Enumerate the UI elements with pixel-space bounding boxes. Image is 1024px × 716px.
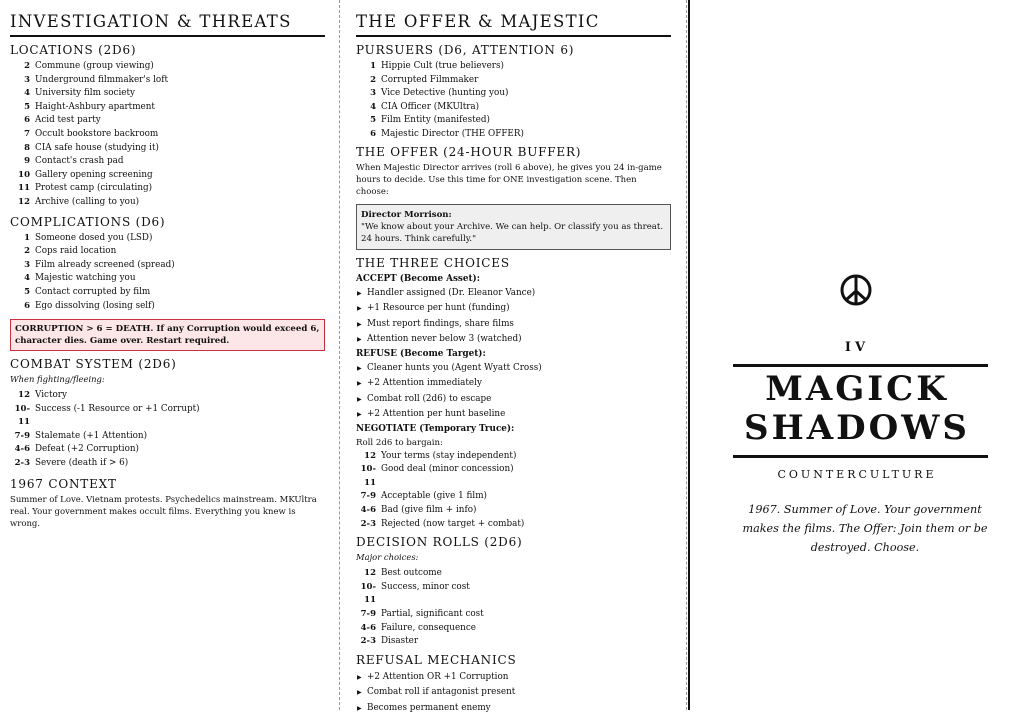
negotiate-lead: Roll 2d6 to bargain:: [356, 437, 443, 448]
bullet-arrow-icon: ▶: [357, 673, 362, 681]
roll-result-text: Failure, consequence: [381, 622, 476, 633]
list-item: [10, 169, 325, 183]
list-item: [10, 87, 325, 101]
roll-number: 7: [24, 128, 30, 139]
bullet-arrow-icon: ▶: [357, 411, 362, 419]
volume-number: IV: [844, 340, 870, 355]
roll-number: 10: [18, 169, 30, 180]
list-item: [10, 155, 325, 169]
bullet-text: Cleaner hunts you (Agent Wyatt Cross): [367, 362, 542, 373]
roll-result-text: Success, minor cost: [381, 581, 470, 592]
roll-number: 7-9: [360, 608, 376, 619]
locations-heading: LOCATIONS (2D6): [10, 43, 137, 57]
roll-result-text: Stalemate (+1 Attention): [35, 430, 148, 441]
roll-result-text: Victory: [35, 390, 67, 401]
roll-number: 4-6: [360, 504, 376, 515]
offer-text: When Majestic Director arrives (roll 6 above), he gives you 24 in-game hours to decide. Use this time for ONE investigation scene. Then choose:: [356, 162, 662, 197]
refuse-label: REFUSE (Become Target):: [356, 348, 486, 359]
bullet-arrow-icon: ▶: [357, 305, 362, 313]
roll-result-text: Occult bookstore backroom: [35, 128, 159, 139]
offer-heading: THE OFFER (24-HOUR BUFFER): [356, 144, 582, 159]
combat-heading: COMBAT SYSTEM (2D6): [10, 357, 177, 372]
roll-result-text: Success (-1 Resource or +1 Corrupt): [35, 403, 200, 414]
bullet-text: Must report findings, share films: [367, 318, 514, 329]
bullet-item: [356, 407, 671, 423]
roll-number: 1: [24, 232, 30, 243]
roll-result-text: Defeat (+2 Corruption): [35, 444, 139, 455]
bullet-text: +2 Attention OR +1 Corruption: [367, 671, 509, 682]
roll-result-text: Gallery opening screening: [35, 169, 153, 180]
roll-number: 2: [24, 61, 30, 71]
list-item: [356, 450, 671, 464]
combat-results-list: [10, 389, 325, 471]
offer-column: [341, 0, 687, 713]
roll-result-text: Hippie Cult (true believers): [381, 61, 504, 71]
bullet-arrow-icon: ▶: [357, 689, 362, 697]
roll-number: 10-: [360, 464, 376, 475]
bullet-text: Becomes permanent enemy: [367, 702, 491, 713]
roll-number: 5: [24, 286, 30, 297]
roll-number: 5: [24, 101, 30, 112]
roll-number: 9: [24, 156, 30, 167]
roll-number: 3: [24, 74, 30, 85]
list-item: [10, 60, 325, 74]
roll-result-text: Bad (give film + info): [381, 504, 477, 515]
bullet-arrow-icon: ▶: [357, 380, 362, 388]
list-item: [356, 594, 671, 608]
list-item: [356, 114, 671, 128]
cover-tagline: 1967. Summer of Love. Your government makes the films. The Offer: Join them or be destroyed. Choose.: [742, 503, 988, 554]
roll-number: 2-3: [14, 458, 30, 469]
refusal-heading: REFUSAL MECHANICS: [356, 652, 517, 667]
panel-title-offer: THE OFFER & MAJESTIC: [356, 12, 671, 37]
bullet-item: [356, 361, 671, 377]
title-rule-bottom: [733, 455, 988, 458]
list-item: [10, 272, 325, 286]
cover-title-line2: SHADOWS: [744, 408, 970, 448]
list-item: [10, 443, 325, 457]
list-item: [10, 196, 325, 210]
roll-result-text: Archive (calling to you): [35, 196, 140, 207]
roll-result-text: Film already screened (spread): [35, 259, 175, 270]
list-item: [356, 60, 671, 74]
list-item: [10, 286, 325, 300]
list-item: [10, 300, 325, 314]
roll-result-text: Protest camp (circulating): [35, 183, 153, 194]
cover-content: [690, 0, 1024, 710]
list-item: [10, 128, 325, 142]
list-item: [10, 430, 325, 444]
bullet-text: +2 Attention per hunt baseline: [367, 409, 506, 420]
roll-number: 11: [364, 595, 376, 606]
list-item: [10, 403, 325, 417]
roll-number: 12: [364, 568, 376, 579]
roll-number: 2-3: [360, 636, 376, 647]
list-item: [356, 608, 671, 622]
roll-number: 3: [370, 88, 376, 99]
context-heading: 1967 CONTEXT: [10, 476, 117, 491]
list-item: [356, 490, 671, 504]
roll-number: 6: [370, 128, 376, 139]
list-item: [10, 142, 325, 156]
list-item: [356, 567, 671, 581]
list-item: [10, 74, 325, 88]
investigation-column: [0, 0, 339, 710]
roll-result-text: Contact corrupted by film: [35, 286, 151, 297]
list-item: [356, 463, 671, 477]
list-item: [10, 259, 325, 273]
roll-result-text: Cops raid location: [35, 246, 117, 257]
list-item: [356, 581, 671, 595]
cover-subtitle: COUNTERCULTURE: [777, 468, 937, 481]
roll-number: 12: [364, 450, 376, 461]
list-item: [10, 389, 325, 403]
roll-result-text: Acceptable (give 1 film): [381, 491, 487, 502]
bullet-arrow-icon: ▶: [357, 289, 362, 297]
cover-title-line1: MAGICK: [765, 369, 949, 409]
bullet-arrow-icon: ▶: [357, 364, 362, 372]
roll-result-text: Vice Detective (hunting you): [381, 88, 509, 99]
roll-number: 12: [18, 196, 30, 207]
list-item: [356, 518, 671, 532]
roll-result-text: Good deal (minor concession): [381, 464, 514, 475]
list-item: [356, 504, 671, 518]
roll-number: 1: [370, 61, 376, 71]
roll-result-text: Your terms (stay independent): [381, 450, 517, 461]
quote-text: "We know about your Archive. We can help. Or classify you as threat. 24 hours. Think carefully.": [361, 221, 664, 244]
decision-results-list: [356, 567, 671, 649]
list-item: [10, 416, 325, 430]
roll-result-text: Best outcome: [381, 568, 442, 579]
bullet-arrow-icon: ▶: [357, 320, 362, 328]
quote-speaker: Director Morrison:: [361, 209, 452, 220]
roll-result-text: Ego dissolving (losing self): [35, 300, 155, 311]
roll-number: 11: [18, 417, 30, 428]
roll-result-text: Majestic watching you: [35, 273, 136, 284]
negotiate-label: NEGOTIATE (Temporary Truce):: [356, 423, 515, 434]
complications-heading: COMPLICATIONS (D6): [10, 214, 166, 229]
list-item: [10, 232, 325, 246]
corruption-warning-box: CORRUPTION > 6 = DEATH. If any Corruption would exceed 6, character dies. Game over. Restart required.: [10, 319, 325, 351]
roll-number: 2-3: [360, 518, 376, 529]
roll-result-text: CIA safe house (studying it): [35, 142, 159, 153]
director-quote-box: [356, 204, 671, 250]
complications-list: [10, 232, 325, 314]
bullet-item: [356, 670, 671, 686]
list-item: [10, 245, 325, 259]
bullet-item: [356, 286, 671, 302]
roll-number: 3: [24, 259, 30, 270]
list-item: [356, 128, 671, 142]
roll-number: 11: [18, 183, 30, 194]
bullet-text: Combat roll if antagonist present: [367, 687, 516, 698]
choices-heading: THE THREE CHOICES: [356, 255, 510, 270]
title-rule-top: [733, 364, 988, 367]
pursuers-heading: PURSUERS (D6, ATTENTION 6): [356, 43, 575, 57]
roll-number: 11: [364, 477, 376, 488]
bullet-item: [356, 317, 671, 333]
roll-number: 4-6: [14, 444, 30, 455]
roll-number: 4: [370, 101, 376, 112]
fold-line-left: [339, 0, 340, 710]
cover-title: [690, 370, 1024, 448]
panel-title-investigation: INVESTIGATION & THREATS: [10, 12, 325, 37]
bullet-arrow-icon: ▶: [357, 704, 362, 712]
roll-result-text: Haight-Ashbury apartment: [35, 101, 155, 112]
bullet-item: [356, 392, 671, 408]
roll-number: 10-: [14, 403, 30, 414]
accept-label: ACCEPT (Become Asset):: [356, 273, 480, 284]
roll-result-text: Severe (death if > 6): [35, 458, 129, 469]
roll-number: 4-6: [360, 622, 376, 633]
roll-number: 6: [24, 300, 30, 311]
list-item: [10, 114, 325, 128]
roll-number: 5: [370, 115, 376, 126]
list-item: [356, 622, 671, 636]
refuse-bullets: [356, 361, 671, 423]
roll-result-text: Acid test party: [35, 115, 101, 126]
roll-number: 7-9: [360, 491, 376, 502]
list-item: [356, 635, 671, 649]
bullet-arrow-icon: ▶: [357, 395, 362, 403]
roll-number: 7-9: [14, 430, 30, 441]
roll-result-text: Commune (group viewing): [35, 61, 154, 71]
bullet-text: +2 Attention immediately: [367, 378, 482, 389]
list-item: [356, 101, 671, 115]
context-text: Summer of Love. Vietnam protests. Psychedelics mainstream. MKUltra real. Your government makes occult films. Everything you knew is wrong.: [10, 494, 317, 529]
bullet-item: [356, 332, 671, 348]
decision-heading: DECISION ROLLS (2D6): [356, 535, 523, 550]
roll-number: 2: [370, 74, 376, 85]
bullet-item: [356, 685, 671, 701]
bullet-arrow-icon: ▶: [357, 336, 362, 344]
roll-result-text: Underground filmmaker's loft: [35, 74, 168, 85]
list-item: [10, 457, 325, 471]
decision-note: Major choices:: [356, 552, 419, 563]
list-item: [356, 477, 671, 491]
refusal-bullets: [356, 670, 671, 716]
pursuers-list: [356, 60, 671, 142]
list-item: [10, 182, 325, 196]
roll-result-text: Partial, significant cost: [381, 608, 484, 619]
roll-result-text: Corrupted Filmmaker: [381, 74, 479, 85]
roll-result-text: CIA Officer (MKUltra): [381, 101, 480, 112]
roll-number: 10-: [360, 581, 376, 592]
roll-number: 4: [24, 273, 30, 284]
peace-sign-icon: [840, 274, 872, 306]
roll-result-text: Majestic Director (THE OFFER): [381, 128, 524, 139]
accept-bullets: [356, 286, 671, 348]
bullet-text: Handler assigned (Dr. Eleanor Vance): [367, 287, 536, 298]
roll-result-text: Film Entity (manifested): [381, 115, 490, 126]
bullet-item: [356, 701, 671, 716]
list-item: [356, 74, 671, 88]
roll-number: 2: [24, 246, 30, 257]
roll-number: 12: [18, 390, 30, 401]
bullet-item: [356, 301, 671, 317]
bullet-text: Combat roll (2d6) to escape: [367, 393, 492, 404]
cover-panel: [690, 0, 1024, 710]
roll-result-text: Someone dosed you (LSD): [35, 232, 153, 243]
locations-list: [10, 60, 325, 210]
list-item: [356, 87, 671, 101]
combat-note: When fighting/fleeing:: [10, 374, 105, 385]
roll-number: 4: [24, 88, 30, 99]
roll-result-text: University film society: [35, 88, 135, 99]
roll-result-text: Rejected (now target + combat): [381, 518, 525, 529]
roll-number: 6: [24, 115, 30, 126]
bullet-text: +1 Resource per hunt (funding): [367, 303, 510, 314]
bullet-text: Attention never below 3 (watched): [367, 334, 522, 345]
negotiate-results-list: [356, 450, 671, 532]
roll-result-text: Disaster: [381, 636, 419, 647]
list-item: [10, 101, 325, 115]
bullet-item: [356, 376, 671, 392]
roll-number: 8: [24, 142, 30, 153]
roll-result-text: Contact's crash pad: [35, 156, 124, 167]
